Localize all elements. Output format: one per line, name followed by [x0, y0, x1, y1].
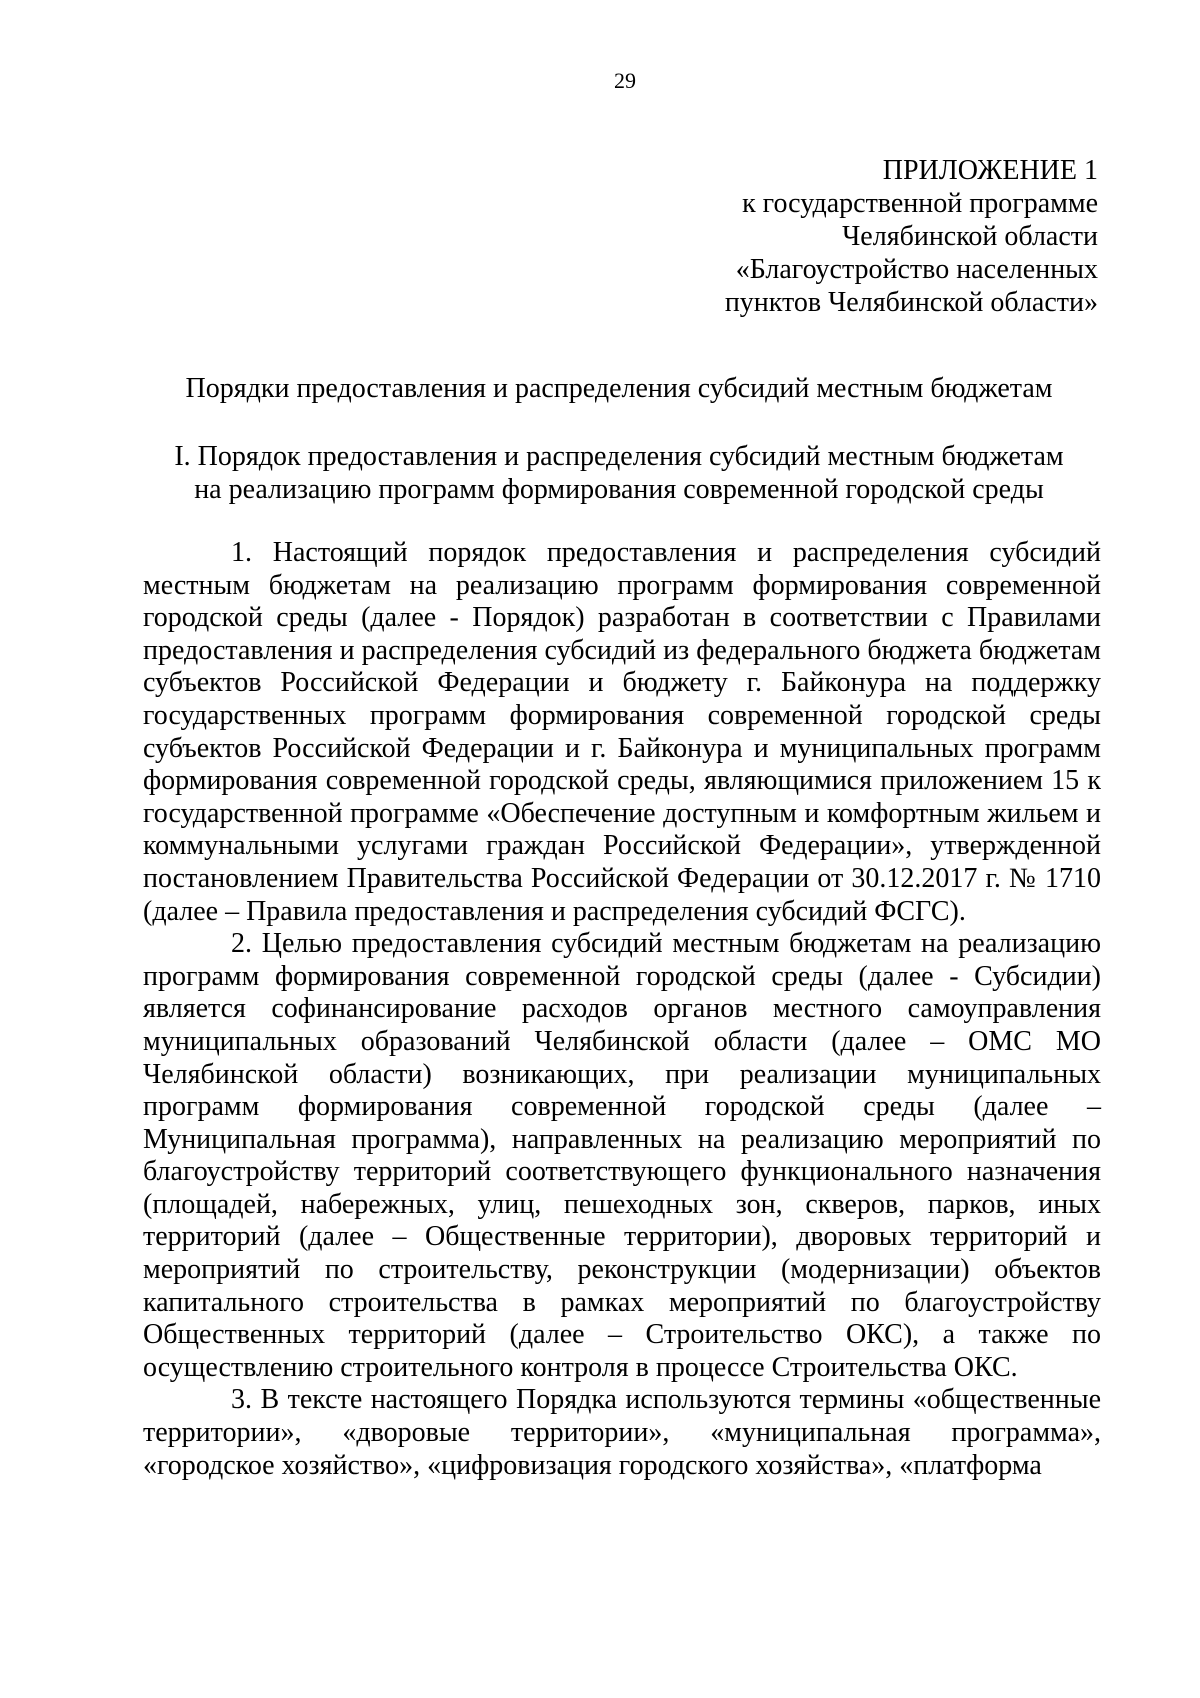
section-title-line: на реализацию программ формирования современной городской среды — [194, 474, 1044, 505]
paragraph-3: 3. В тексте настоящего Порядка используются термины «общественные территории», «дворовые территории», «муниципальная программа», «городское хозяйство», «цифровизация городского хозяйства», «платформа — [143, 1384, 1101, 1481]
appendix-header — [498, 154, 1098, 319]
section-title-line: I. Порядок предоставления и распределения субсидий местным бюджетам — [174, 441, 1064, 472]
appendix-line: Челябинской области — [842, 221, 1098, 252]
section-title — [140, 440, 1098, 506]
paragraph-1: 1. Настоящий порядок предоставления и распределения субсидий местным бюджетам на реализацию программ формирования современной городской среды (далее - Порядок) разработан в соответствии с Правилами предоставления и распределения субсидий из федерального бюджета бюджетам субъектов Российской Федерации и бюджету г. Байконура на поддержку государственных программ формирования современной городской среды субъектов Российской Федерации и г. Байконура и муниципальных программ формирования современной городской среды, являющимися приложением 15 к государственной программе «Обеспечение доступным и комфортным жильем и коммунальными услугами граждан Российской Федерации», утвержденной постановлением Правительства Российской Федерации от 30.12.2017 г. № 1710 (далее – Правила предоставления и распределения субсидий ФСГС). — [143, 537, 1101, 927]
page-number: 29 — [614, 68, 636, 93]
appendix-line: ПРИЛОЖЕНИЕ 1 — [882, 155, 1098, 186]
appendix-line: к государственной программе — [742, 188, 1098, 219]
document-title: Порядки предоставления и распределения субсидий местным бюджетам — [185, 373, 1053, 404]
appendix-line: «Благоустройство населенных — [735, 254, 1098, 285]
appendix-line: пунктов Челябинской области» — [724, 287, 1098, 318]
body-text — [143, 537, 1101, 1482]
paragraph-2: 2. Целью предоставления субсидий местным бюджетам на реализацию программ формирования современной городской среды (далее - Субсидии) является софинансирование расходов органов местного самоуправления муниципальных образований Челябинской области (далее – ОМС МО Челябинской области) возникающих, при реализации муниципальных программ формирования современной городской среды (далее – Муниципальная программа), направленных на реализацию мероприятий по благоустройству территорий соответствующего функционального назначения (площадей, набережных, улиц, пешеходных зон, скверов, парков, иных территорий (далее – Общественные территории), дворовых территорий и мероприятий по строительству, реконструкции (модернизации) объектов капитального строительства в рамках мероприятий по благоустройству Общественных территорий (далее – Строительство ОКС), а также по осуществлению строительного контроля в процессе Строительства ОКС. — [143, 928, 1101, 1383]
